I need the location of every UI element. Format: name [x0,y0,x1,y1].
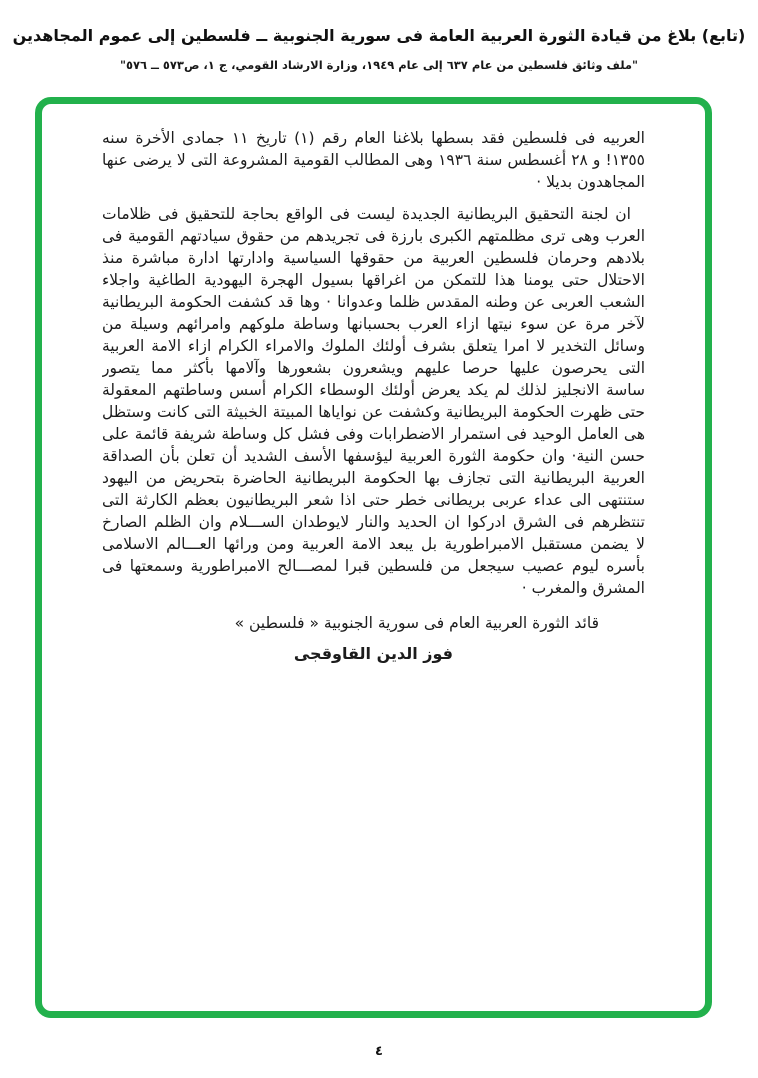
text-line: لا يضمن مستقبل الامبراطورية بل يبعد الامة العربية ومن ورائها العـــالم الاسلامى [102,535,645,553]
text-line: حسن النية· وان حكومة الثورة العربية ليؤسفها الأسف الشديد أن تعلن بأن الصداقة [102,447,645,465]
text-line: وسائل التخدير لا امرا يتعلق بشرف أولئك الملوك والامراء الكرام ازاء الامة العربية [102,337,645,355]
text-line: المشرق والمغرب · [521,579,645,597]
scanned-text-block [102,127,645,667]
text-line: ١٣٥٥! و ٢٨ أغسطس سنة ١٩٣٦ وهى المطالب القومية المشروعة التى لا يرضى عنها [102,151,645,169]
text-line: الشعب العربى عن وطنه المقدس ظلما وعدوانا · وها قد كشفت الحكومة البريطانية [102,293,645,311]
text-line: بأسره ليوم عصيب سيجعل من فلسطين قبرا لمصـــالح الامبراطورية وسمعتها فى [102,557,645,575]
text-line: هى العامل الوحيد فى استمرار الاضطرابات وفى فشل كل وساطة شريفة قائمة على [102,425,645,443]
signature-title: قائد الثورة العربية العام فى سورية الجنوبية « فلسطين » [234,614,599,632]
signature-name: فوز الدين القاوقجى [293,644,453,663]
text-line: تنتظرهم فى الشرق ادركوا ان الحديد والنار لايوطدان الســـلام وان الظلم الصارخ [102,513,645,531]
text-line: ساسة الانجليز لذلك لم يكد يعرض أولئك الوسطاء الكرام أسس وساطتهم المعقولة [102,381,645,399]
text-line: ان لجنة التحقيق البريطانية الجديدة ليست فى الواقع بحاجة للتحقيق فى ظلامات [102,205,631,223]
text-line: العربيه فى فلسطين فقد بسطها بلاغنا العام رقم (١) تاريخ ١١ جمادى الأخرة سنه [102,129,645,147]
page-number: ٤ [375,1044,383,1059]
text-line: التى يحرصون عليها حرصا عليهم ويشعرون بشعورها وآلامها بأكثر مما يتصور [102,359,645,377]
text-line: المجاهدون بديلا · [536,173,645,191]
text-line: حتى ظهرت الحكومة البريطانية وكشفت عن نواياها المبيتة الخبيثة التى كانت وستظل [102,403,645,421]
page-title: (تابع) بلاغ من قيادة الثورة العربية العامة فى سورية الجنوبية ــ فلسطين إلى عموم المجاهدين [12,26,746,45]
text-line: العربية البريطانية التى تجازف بها الحكومة البريطانية الحاضرة بتحريض من اليهود [102,469,645,487]
text-line: الاحتلال حتى يومنا هذا للتمكن من اغراقها بسيول الهجرة اليهودية الطاغية واجلاء [102,271,645,289]
text-line: بلادهم وحرمان فلسطين العربية من حقوقها السياسية وادارتها ادارة مباشرة منذ [102,249,645,267]
text-line: ستنتهى الى عداء عربى بريطانى خطر حتى اذا شعر البريطانيون بعظم الكارثة التى [102,491,645,509]
text-line: العرب وهى ترى مظلمتهم الكبرى بارزة فى تجريدهم من حقوق سيادتهم القومية فى [102,227,645,245]
paragraph-gap [102,193,645,203]
source-citation: "ملف وثائق فلسطين من عام ٦٣٧ إلى عام ١٩٤٩، وزارة الارشاد القومي، ج ١، ص٥٧٣ ــ ٥٧٦" [119,58,639,72]
text-line: لآخر مرة عن سوء نيتها ازاء العرب بحسبانها وساطة ملوكهم وامرائهم وسيلة من [102,315,645,333]
